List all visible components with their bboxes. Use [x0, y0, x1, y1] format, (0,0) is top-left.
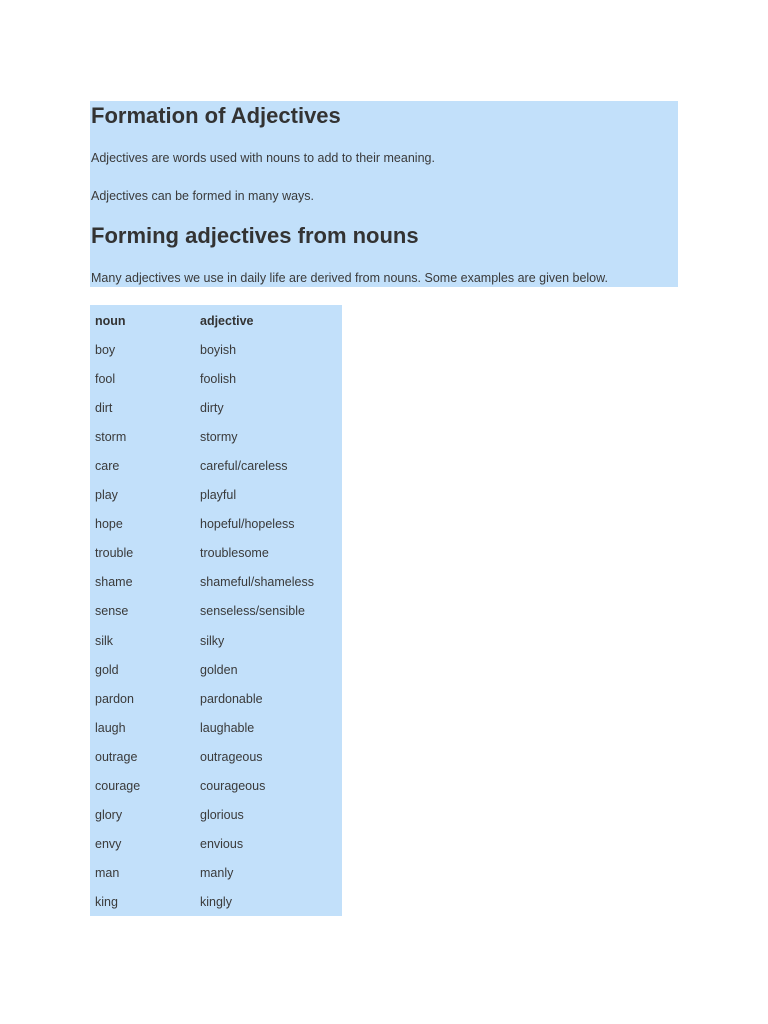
- table-row: [90, 539, 342, 568]
- adjective-cell: courageous: [200, 779, 266, 794]
- adjective-cell: playful: [200, 488, 237, 503]
- table-body: [90, 335, 342, 917]
- table-row: [90, 568, 342, 597]
- adjective-cell: silky: [200, 633, 225, 648]
- table-row: [90, 597, 342, 626]
- column-header-noun: noun: [95, 313, 126, 328]
- noun-cell: courage: [95, 779, 141, 794]
- adjective-cell: manly: [200, 866, 234, 881]
- noun-cell: dirt: [95, 400, 113, 415]
- noun-cell: hope: [95, 517, 123, 532]
- noun-cell: silk: [95, 633, 114, 648]
- noun-cell: boy: [95, 342, 116, 357]
- adjective-cell: careful/careless: [200, 459, 288, 474]
- table-row: [90, 655, 342, 684]
- table-row: [90, 364, 342, 393]
- table-row: [90, 684, 342, 713]
- intro-paragraph-2: Adjectives can be formed in many ways.: [91, 189, 315, 203]
- adjective-cell: kingly: [200, 895, 232, 910]
- noun-cell: king: [95, 895, 118, 910]
- noun-adjective-table: [90, 306, 342, 917]
- noun-cell: outrage: [95, 749, 138, 764]
- noun-cell: sense: [95, 604, 129, 619]
- intro-section: [90, 101, 678, 287]
- noun-cell: gold: [95, 662, 119, 677]
- noun-cell: laugh: [95, 720, 126, 735]
- table-row: [90, 422, 342, 451]
- table-header-row: [90, 306, 342, 335]
- noun-cell: care: [95, 459, 120, 474]
- table-row: [90, 451, 342, 480]
- noun-cell: trouble: [95, 546, 134, 561]
- noun-cell: storm: [95, 429, 127, 444]
- adjective-cell: golden: [200, 662, 238, 677]
- noun-cell: envy: [95, 837, 122, 852]
- section-paragraph: Many adjectives we use in daily life are derived from nouns. Some examples are given below.: [91, 271, 608, 285]
- noun-cell: man: [95, 866, 120, 881]
- adjective-cell: senseless/sensible: [200, 604, 305, 619]
- adjective-cell: boyish: [200, 342, 237, 357]
- adjective-cell: hopeful/hopeless: [200, 517, 295, 532]
- adjective-cell: envious: [200, 837, 244, 852]
- adjective-cell: stormy: [200, 429, 238, 444]
- table-row: [90, 335, 342, 364]
- column-header-adjective: adjective: [200, 313, 254, 328]
- adjective-cell: pardonable: [200, 691, 263, 706]
- noun-adjective-table-container: [90, 305, 342, 916]
- noun-cell: fool: [95, 371, 116, 386]
- adjective-cell: troublesome: [200, 546, 269, 561]
- adjective-cell: foolish: [200, 371, 237, 386]
- table-row: [90, 772, 342, 801]
- table-row: [90, 859, 342, 888]
- table-row: [90, 393, 342, 422]
- noun-cell: pardon: [95, 691, 134, 706]
- table-row: [90, 510, 342, 539]
- table-row: [90, 713, 342, 742]
- adjective-cell: shameful/shameless: [200, 575, 314, 590]
- table-row: [90, 481, 342, 510]
- table-row: [90, 888, 342, 917]
- adjective-cell: laughable: [200, 720, 255, 735]
- adjective-cell: dirty: [200, 400, 224, 415]
- section-heading: Forming adjectives from nouns: [91, 223, 419, 248]
- table-row: [90, 742, 342, 771]
- table-row: [90, 830, 342, 859]
- table-row: [90, 626, 342, 655]
- noun-cell: shame: [95, 575, 133, 590]
- adjective-cell: glorious: [200, 808, 244, 823]
- page-title: Formation of Adjectives: [91, 103, 341, 128]
- adjective-cell: outrageous: [200, 749, 263, 764]
- table-row: [90, 801, 342, 830]
- noun-cell: glory: [95, 808, 123, 823]
- noun-cell: play: [95, 488, 118, 503]
- intro-paragraph-1: Adjectives are words used with nouns to add to their meaning.: [91, 151, 435, 165]
